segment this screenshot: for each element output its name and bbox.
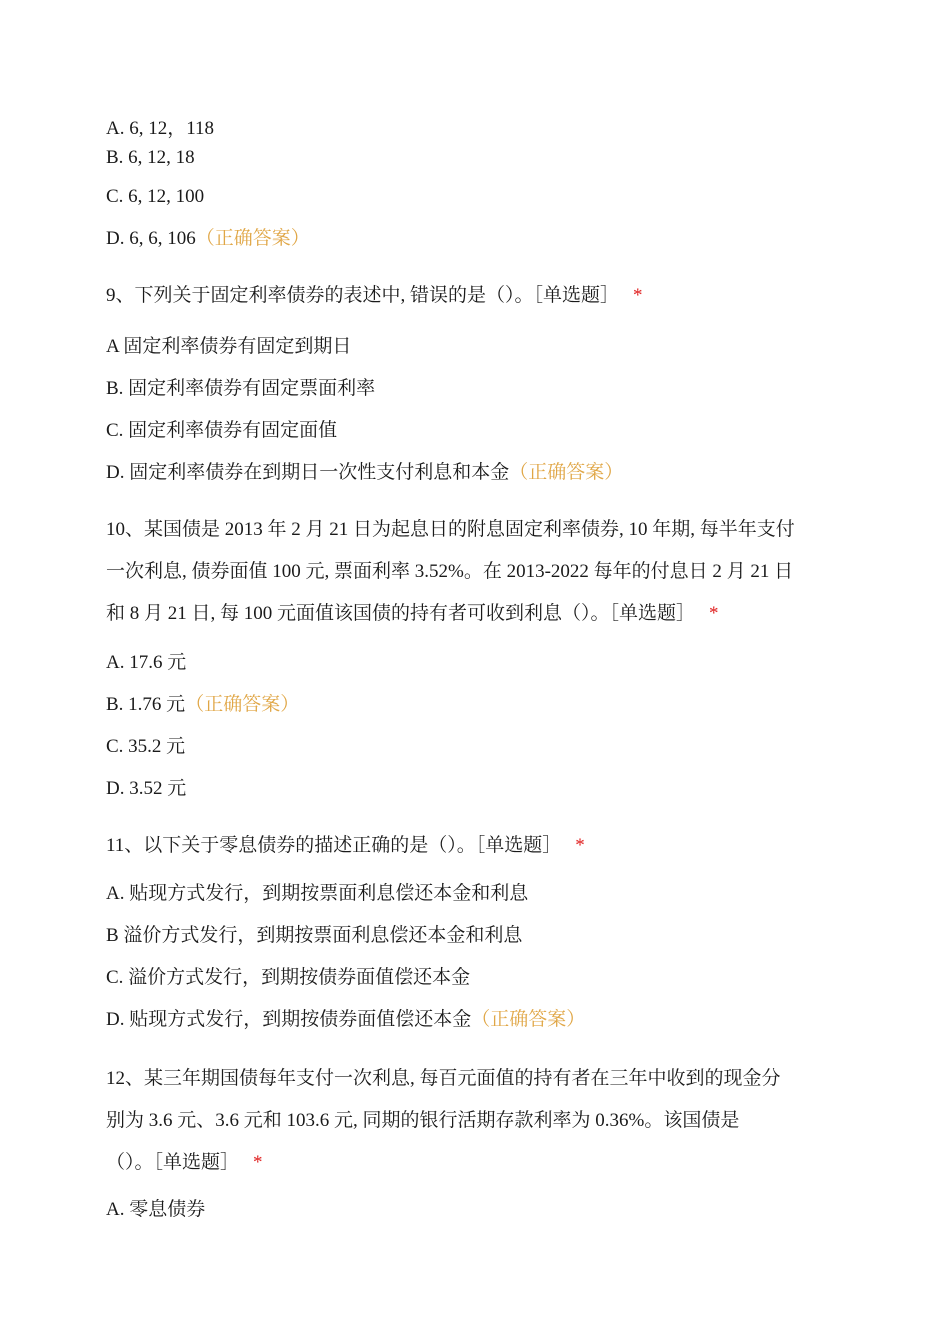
required-marker: * <box>575 835 585 856</box>
correct-answer-tag: （正确答案） <box>471 1009 586 1030</box>
required-marker: * <box>253 1152 263 1173</box>
q10-question-line-2: 一次利息, 债券面值 100 元, 票面利率 3.52%。在 2013-2022 每年的付息日 2 月 21 日 <box>106 561 794 582</box>
required-marker: * <box>633 285 643 306</box>
q8-option-c: C. 6, 12, 100 <box>106 186 205 207</box>
q8-option-a: A. 6, 12，118 <box>106 118 215 139</box>
q10-option-c: C. 35.2 元 <box>106 736 186 757</box>
q12-question-line-2: 别为 3.6 元、3.6 元和 103.6 元, 同期的银行活期存款利率为 0.36%。该国债是 <box>106 1110 740 1131</box>
required-marker: * <box>709 603 719 624</box>
q9-option-c: C. 固定利率债券有固定面值 <box>106 420 338 441</box>
q9-option-b: B. 固定利率债券有固定票面利率 <box>106 378 376 399</box>
q11-option-a: A. 贴现方式发行，到期按票面利息偿还本金和利息 <box>106 883 529 904</box>
correct-answer-tag: （正确答案） <box>185 694 300 715</box>
q10-option-b: B. 1.76 元（正确答案） <box>106 694 300 715</box>
q8-option-d: D. 6, 6, 106（正确答案） <box>106 228 310 249</box>
q10-question-line-1: 10、某国债是 2013 年 2 月 21 日为起息日的附息固定利率债券, 10 年期, 每半年支付 <box>106 519 795 540</box>
q9-option-a: A 固定利率债券有固定到期日 <box>106 336 352 357</box>
q9-question: 9、下列关于固定利率债券的表述中, 错误的是（）。［单选题］ * <box>106 285 643 306</box>
q12-question-line-1: 12、某三年期国债每年支付一次利息, 每百元面值的持有者在三年中收到的现金分 <box>106 1068 781 1089</box>
q12-option-a: A. 零息债券 <box>106 1199 206 1220</box>
q8-option-b: B. 6, 12, 18 <box>106 147 195 168</box>
correct-answer-tag: （正确答案） <box>195 228 310 249</box>
q12-question-line-3: （）。［单选题］ * <box>106 1152 263 1173</box>
q11-option-c: C. 溢价方式发行，到期按债券面值偿还本金 <box>106 967 471 988</box>
q11-option-b: B 溢价方式发行，到期按票面利息偿还本金和利息 <box>106 925 523 946</box>
q9-option-d: D. 固定利率债券在到期日一次性支付利息和本金（正确答案） <box>106 462 624 483</box>
correct-answer-tag: （正确答案） <box>509 462 624 483</box>
q10-option-a: A. 17.6 元 <box>106 652 187 673</box>
q11-question: 11、以下关于零息债券的描述正确的是（）。［单选题］ * <box>106 835 585 856</box>
q10-question-line-3: 和 8 月 21 日, 每 100 元面值该国债的持有者可收到利息（）。［单选题］ * <box>106 603 719 624</box>
q11-option-d: D. 贴现方式发行，到期按债券面值偿还本金（正确答案） <box>106 1009 586 1030</box>
q10-option-d: D. 3.52 元 <box>106 778 187 799</box>
